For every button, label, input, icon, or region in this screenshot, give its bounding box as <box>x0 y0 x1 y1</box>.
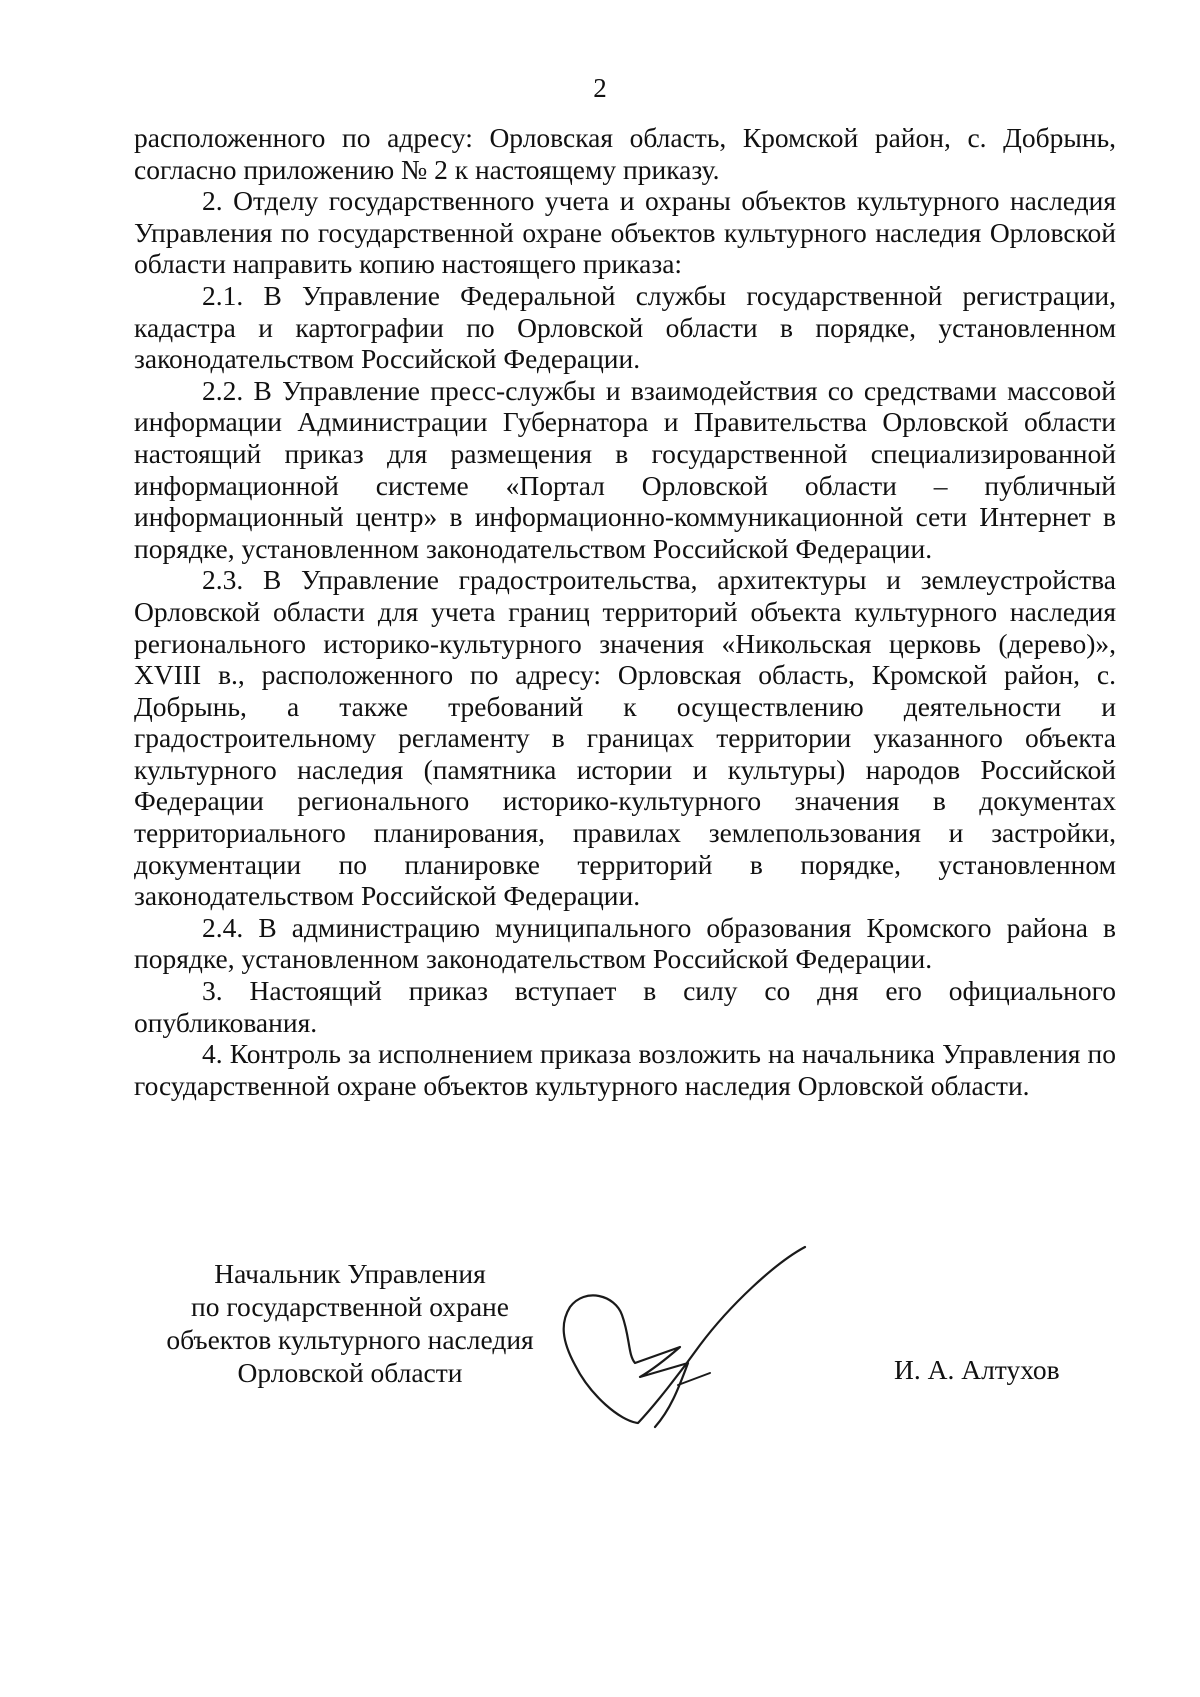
signer-title-line: по государственной охране <box>191 1291 509 1322</box>
document-body <box>134 122 1116 1101</box>
page-number: 2 <box>593 73 607 103</box>
handwritten-signature <box>560 1245 880 1435</box>
signer-title-line: Орловской области <box>237 1357 463 1388</box>
paragraph-item-2: 2. Отделу государственного учета и охраны объектов культурного наследия Управления по государственной охране объектов культурного наследия Орловской области направить копию настоящего приказа: <box>134 185 1116 280</box>
signer-title <box>140 1257 560 1389</box>
signer-title-line: Начальник Управления <box>214 1258 486 1289</box>
signer-name: И. А. Алтухов <box>894 1354 1060 1385</box>
paragraph-continuation: расположенного по адресу: Орловская область, Кромской район, с. Добрынь, согласно приложению № 2 к настоящему приказу. <box>134 122 1116 185</box>
paragraph-item-2-3: 2.3. В Управление градостроительства, архитектуры и землеустройства Орловской области для учета границ территорий объекта культурного наследия регионального историко-культурного значения «Никольская церковь (дерево)», XVIII в., расположенного по адресу: Орловская область, Кромской район, с. Добрынь, а также требований к осуществлению деятельности и градостроительному регламенту в границах территории указанного объекта культурного наследия (памятника истории и культуры) народов Российской Федерации регионального историко-культурного значения в документах территориального планирования, правилах землепользования и застройки, документации по планировке территорий в порядке, установленном законодательством Российской Федерации. <box>134 564 1116 912</box>
paragraph-item-3: 3. Настоящий приказ вступает в силу со дня его официального опубликования. <box>134 975 1116 1038</box>
signer-title-line: объектов культурного наследия <box>166 1324 534 1355</box>
paragraph-item-2-2: 2.2. В Управление пресс-службы и взаимодействия со средствами массовой информации Администрации Губернатора и Правительства Орловской области настоящий приказ для размещения в государственной специализированной информационной системе «Портал Орловской области – публичный информационный центр» в информационно-коммуникационной сети Интернет в порядке, установленном законодательством Российской Федерации. <box>134 374 1116 564</box>
paragraph-item-4: 4. Контроль за исполнением приказа возложить на начальника Управления по государственной охране объектов культурного наследия Орловской области. <box>134 1038 1116 1101</box>
paragraph-item-2-4: 2.4. В администрацию муниципального образования Кромского района в порядке, установленном законодательством Российской Федерации. <box>134 911 1116 975</box>
paragraph-item-2-1: 2.1. В Управление Федеральной службы государственной регистрации, кадастра и картографии по Орловской области в порядке, установленном законодательством Российской Федерации. <box>134 279 1116 375</box>
